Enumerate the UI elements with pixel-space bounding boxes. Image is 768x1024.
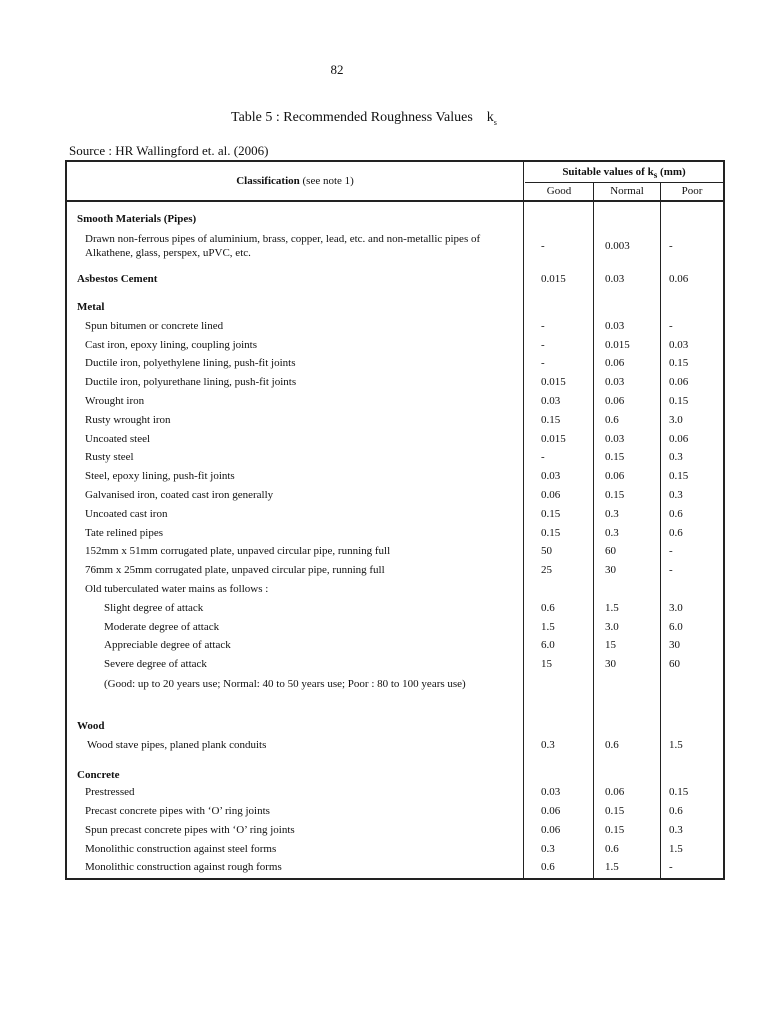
value-good: 0.6 bbox=[541, 602, 555, 614]
value-poor: - bbox=[669, 564, 673, 576]
value-good: 6.0 bbox=[541, 639, 555, 651]
value-normal: 0.003 bbox=[605, 240, 630, 252]
value-good: - bbox=[541, 240, 545, 252]
value-poor: 0.06 bbox=[669, 273, 689, 285]
row-label: Galvanised iron, coated cast iron generally bbox=[85, 489, 274, 501]
value-good: 0.15 bbox=[541, 527, 561, 539]
value-poor: - bbox=[669, 320, 673, 332]
row-label: Ductile iron, polyurethane lining, push-fit joints bbox=[85, 376, 297, 388]
value-poor: 0.03 bbox=[669, 339, 689, 351]
value-good: 50 bbox=[541, 545, 552, 557]
value-good: 25 bbox=[541, 564, 552, 576]
value-good: 1.5 bbox=[541, 621, 555, 633]
section-heading: Wood bbox=[77, 720, 105, 732]
row-label: Drawn non-ferrous pipes of aluminium, brass, copper, lead, etc. and non-metallic pipes of Alkathene, glass, perspex, uPVC, etc. bbox=[85, 233, 481, 259]
row-label: Rusty steel bbox=[85, 451, 134, 463]
value-normal: 3.0 bbox=[605, 621, 619, 633]
value-good: 0.6 bbox=[541, 861, 555, 873]
row-label: Rusty wrought iron bbox=[85, 414, 171, 426]
col-poor-header: Poor bbox=[681, 185, 703, 197]
value-poor: - bbox=[669, 861, 673, 873]
row-label: Uncoated cast iron bbox=[85, 508, 168, 520]
value-poor: 0.15 bbox=[669, 357, 689, 369]
value-normal: 0.15 bbox=[605, 805, 625, 817]
row-label: Monolithic construction against steel forms bbox=[85, 843, 277, 855]
value-good: 0.015 bbox=[541, 433, 566, 445]
col-good-header: Good bbox=[546, 185, 572, 197]
value-good: 15 bbox=[541, 658, 552, 670]
value-poor: 0.15 bbox=[669, 786, 689, 798]
value-good: 0.015 bbox=[541, 376, 566, 388]
roughness-table bbox=[65, 160, 725, 880]
page-number: 82 bbox=[330, 62, 344, 77]
value-normal: 0.03 bbox=[605, 376, 625, 388]
column-divider bbox=[593, 182, 594, 878]
column-divider bbox=[660, 182, 661, 878]
row-label: Slight degree of attack bbox=[104, 602, 204, 614]
row-label: Steel, epoxy lining, push-fit joints bbox=[85, 470, 235, 482]
value-poor: 6.0 bbox=[669, 621, 683, 633]
row-label: Moderate degree of attack bbox=[104, 621, 220, 633]
value-normal: 0.03 bbox=[605, 320, 625, 332]
row-label: Appreciable degree of attack bbox=[104, 639, 231, 651]
row-label: Precast concrete pipes with ‘O’ ring joints bbox=[85, 805, 270, 817]
value-good: 0.03 bbox=[541, 786, 561, 798]
value-normal: 0.3 bbox=[605, 508, 619, 520]
value-normal: 30 bbox=[605, 564, 616, 576]
value-poor: 0.3 bbox=[669, 824, 683, 836]
row-label: Severe degree of attack bbox=[104, 658, 207, 670]
value-good: - bbox=[541, 320, 545, 332]
value-good: - bbox=[541, 339, 545, 351]
classification-header: Classification (see note 1) bbox=[236, 175, 354, 187]
value-poor: 0.06 bbox=[669, 376, 689, 388]
value-normal: 15 bbox=[605, 639, 616, 651]
row-label: Spun bitumen or concrete lined bbox=[85, 320, 224, 332]
value-normal: 0.06 bbox=[605, 357, 625, 369]
value-normal: 0.06 bbox=[605, 786, 625, 798]
value-good: 0.15 bbox=[541, 508, 561, 520]
value-poor: 0.15 bbox=[669, 470, 689, 482]
value-normal: 0.06 bbox=[605, 470, 625, 482]
section-heading: Asbestos Cement bbox=[77, 273, 158, 285]
value-poor: 0.06 bbox=[669, 433, 689, 445]
row-label: Tate relined pipes bbox=[85, 527, 164, 539]
value-poor: 0.15 bbox=[669, 395, 689, 407]
value-good: 0.15 bbox=[541, 414, 561, 426]
row-label: 76mm x 25mm corrugated plate, unpaved circular pipe, running full bbox=[85, 564, 385, 576]
value-good: 0.015 bbox=[541, 273, 566, 285]
section-heading: Smooth Materials (Pipes) bbox=[77, 213, 197, 225]
value-poor: 30 bbox=[669, 639, 680, 651]
table-title-text: Table 5 : Recommended Roughness Values bbox=[231, 110, 473, 125]
value-normal: 0.15 bbox=[605, 451, 625, 463]
value-poor: 0.6 bbox=[669, 527, 683, 539]
value-good: 0.06 bbox=[541, 824, 561, 836]
value-poor: - bbox=[669, 545, 673, 557]
row-label: Old tuberculated water mains as follows : bbox=[85, 583, 269, 595]
value-poor: 0.3 bbox=[669, 451, 683, 463]
value-poor: 60 bbox=[669, 658, 680, 670]
value-normal: 0.6 bbox=[605, 843, 619, 855]
row-label: Uncoated steel bbox=[85, 433, 151, 445]
value-good: - bbox=[541, 357, 545, 369]
row-label: (Good: up to 20 years use; Normal: 40 to 50 years use; Poor : 80 to 100 years use) bbox=[104, 678, 466, 690]
value-normal: 30 bbox=[605, 658, 616, 670]
table-header bbox=[67, 162, 723, 202]
value-poor: 0.6 bbox=[669, 508, 683, 520]
value-normal: 0.03 bbox=[605, 273, 625, 285]
value-good: 0.06 bbox=[541, 489, 561, 501]
value-normal: 1.5 bbox=[605, 602, 619, 614]
value-normal: 0.06 bbox=[605, 395, 625, 407]
value-normal: 60 bbox=[605, 545, 616, 557]
value-poor: 1.5 bbox=[669, 843, 683, 855]
col-normal-header: Normal bbox=[610, 185, 644, 197]
value-normal: 0.015 bbox=[605, 339, 630, 351]
value-good: - bbox=[541, 451, 545, 463]
value-normal: 1.5 bbox=[605, 861, 619, 873]
row-label: Spun precast concrete pipes with ‘O’ ring joints bbox=[85, 824, 295, 836]
row-label: Wrought iron bbox=[85, 395, 145, 407]
row-label: Prestressed bbox=[85, 786, 135, 798]
row-label: Cast iron, epoxy lining, coupling joints bbox=[85, 339, 258, 351]
row-label: Wood stave pipes, planed plank conduits bbox=[87, 739, 267, 751]
value-good: 0.06 bbox=[541, 805, 561, 817]
table-title bbox=[231, 110, 497, 127]
suitable-values-header: Suitable values of $k_s$ (mm) bbox=[525, 162, 723, 183]
value-normal: 0.15 bbox=[605, 824, 625, 836]
value-good: 0.3 bbox=[541, 739, 555, 751]
value-poor: 0.6 bbox=[669, 805, 683, 817]
value-poor: 3.0 bbox=[669, 602, 683, 614]
value-normal: 0.3 bbox=[605, 527, 619, 539]
value-normal: 0.6 bbox=[605, 739, 619, 751]
value-good: 0.03 bbox=[541, 470, 561, 482]
section-heading: Concrete bbox=[77, 769, 120, 781]
section-heading: Metal bbox=[77, 301, 105, 313]
value-good: 0.03 bbox=[541, 395, 561, 407]
title-symbol: $k_s$ bbox=[486, 110, 497, 127]
value-normal: 0.15 bbox=[605, 489, 625, 501]
value-poor: 3.0 bbox=[669, 414, 683, 426]
row-label: Monolithic construction against rough forms bbox=[85, 861, 282, 873]
value-poor: - bbox=[669, 240, 673, 252]
value-good: 0.3 bbox=[541, 843, 555, 855]
row-label: 152mm x 51mm corrugated plate, unpaved circular pipe, running full bbox=[85, 545, 391, 557]
value-normal: 0.6 bbox=[605, 414, 619, 426]
value-poor: 1.5 bbox=[669, 739, 683, 751]
row-label: Ductile iron, polyethylene lining, push-fit joints bbox=[85, 357, 296, 369]
source-note: Source : HR Wallingford et. al. (2006) bbox=[69, 143, 269, 158]
value-normal: 0.03 bbox=[605, 433, 625, 445]
value-poor: 0.3 bbox=[669, 489, 683, 501]
